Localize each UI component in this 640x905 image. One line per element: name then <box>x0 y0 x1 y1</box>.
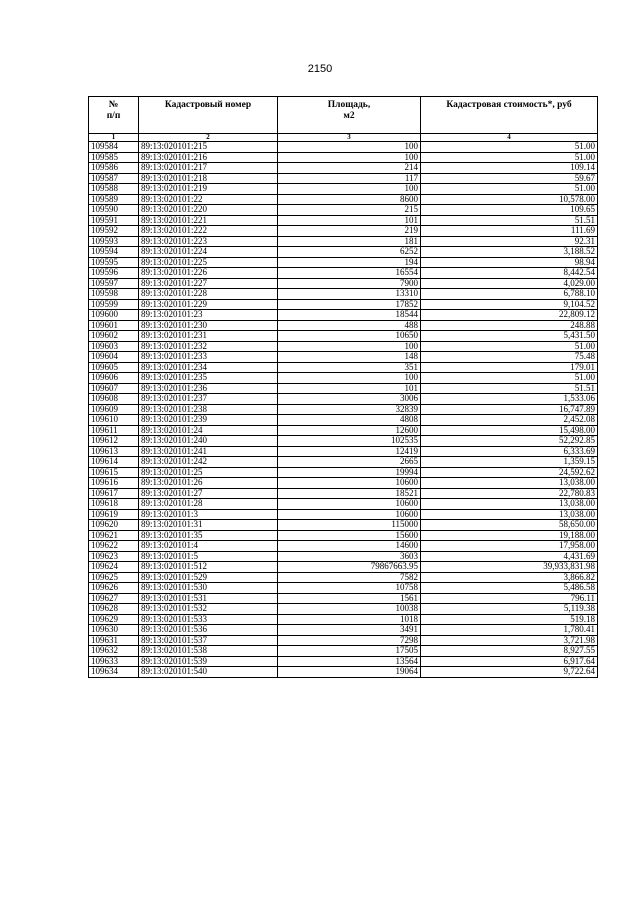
table-row <box>89 299 598 310</box>
cadastral-value-cell: 3,866.82 <box>421 572 598 583</box>
area-cell: 10758 <box>278 583 421 594</box>
cadastral-value-cell: 22,809.12 <box>421 310 598 321</box>
table-row <box>89 215 598 226</box>
cadastral-value-cell: 6,917.64 <box>421 656 598 667</box>
cadastral-value-cell: 59.67 <box>421 173 598 184</box>
cadastral-value-cell: 9,104.52 <box>421 299 598 310</box>
cadastral-value-cell: 17,958.00 <box>421 541 598 552</box>
table-row <box>89 142 598 153</box>
area-cell: 12419 <box>278 446 421 457</box>
cadastral-number-cell: 89:13:020101:219 <box>139 184 278 195</box>
area-cell: 100 <box>278 184 421 195</box>
cadastral-number-cell: 89:13:020101:228 <box>139 289 278 300</box>
cadastral-value-cell: 39,933,831.98 <box>421 562 598 573</box>
row-number-cell: 109607 <box>89 383 139 394</box>
row-number-cell: 109603 <box>89 341 139 352</box>
table-row <box>89 436 598 447</box>
column-number: 4 <box>421 134 598 142</box>
row-number-cell: 109598 <box>89 289 139 300</box>
cadastral-value-cell: 13,038.00 <box>421 478 598 489</box>
cadastral-number-cell: 89:13:020101:221 <box>139 215 278 226</box>
table-row <box>89 667 598 678</box>
row-number-cell: 109591 <box>89 215 139 226</box>
cadastral-number-cell: 89:13:020101:232 <box>139 341 278 352</box>
cadastral-number-cell: 89:13:020101:5 <box>139 551 278 562</box>
area-cell: 6252 <box>278 247 421 258</box>
table-row <box>89 509 598 520</box>
area-cell: 32839 <box>278 404 421 415</box>
table-row <box>89 257 598 268</box>
row-number-cell: 109594 <box>89 247 139 258</box>
area-cell: 7298 <box>278 635 421 646</box>
table-row <box>89 425 598 436</box>
table-header-row <box>89 97 598 134</box>
row-number-cell: 109584 <box>89 142 139 153</box>
table-row <box>89 173 598 184</box>
table-row <box>89 530 598 541</box>
row-number-cell: 109625 <box>89 572 139 583</box>
table-row <box>89 310 598 321</box>
area-cell: 7582 <box>278 572 421 583</box>
cadastral-number-cell: 89:13:020101:234 <box>139 362 278 373</box>
cadastral-number-cell: 89:13:020101:24 <box>139 425 278 436</box>
row-number-cell: 109632 <box>89 646 139 657</box>
cadastral-number-cell: 89:13:020101:241 <box>139 446 278 457</box>
row-number-cell: 109614 <box>89 457 139 468</box>
table-row <box>89 562 598 573</box>
cadastral-value-cell: 1,780.41 <box>421 625 598 636</box>
cadastral-value-cell: 3,188.52 <box>421 247 598 258</box>
cadastral-value-cell: 9,722.64 <box>421 667 598 678</box>
table-row <box>89 236 598 247</box>
cadastral-number-cell: 89:13:020101:512 <box>139 562 278 573</box>
cadastral-value-cell: 1,533.06 <box>421 394 598 405</box>
row-number-cell: 109586 <box>89 163 139 174</box>
cadastral-table <box>88 96 598 678</box>
area-cell: 10600 <box>278 478 421 489</box>
cadastral-value-cell: 6,788.10 <box>421 289 598 300</box>
cadastral-number-cell: 89:13:020101:231 <box>139 331 278 342</box>
cadastral-value-cell: 796.11 <box>421 593 598 604</box>
area-cell: 17852 <box>278 299 421 310</box>
row-number-cell: 109619 <box>89 509 139 520</box>
cadastral-number-cell: 89:13:020101:4 <box>139 541 278 552</box>
cadastral-number-cell: 89:13:020101:226 <box>139 268 278 279</box>
page-number: 2150 <box>307 63 333 75</box>
cadastral-value-cell: 109.14 <box>421 163 598 174</box>
cadastral-number-cell: 89:13:020101:23 <box>139 310 278 321</box>
header-cadastral-value: Кадастровая стоимость*, руб <box>421 97 598 134</box>
cadastral-value-cell: 51.00 <box>421 142 598 153</box>
cadastral-number-cell: 89:13:020101:233 <box>139 352 278 363</box>
row-number-cell: 109590 <box>89 205 139 216</box>
cadastral-value-cell: 109.65 <box>421 205 598 216</box>
header-cadastral-number: Кадастровый номер <box>139 97 278 134</box>
cadastral-value-cell: 13,038.00 <box>421 499 598 510</box>
table-row <box>89 383 598 394</box>
cadastral-number-cell: 89:13:020101:215 <box>139 142 278 153</box>
cadastral-number-cell: 89:13:020101:22 <box>139 194 278 205</box>
cadastral-number-cell: 89:13:020101:27 <box>139 488 278 499</box>
area-cell: 13310 <box>278 289 421 300</box>
table-row <box>89 184 598 195</box>
row-number-cell: 109627 <box>89 593 139 604</box>
table-row <box>89 247 598 258</box>
row-number-cell: 109633 <box>89 656 139 667</box>
cadastral-value-cell: 51.51 <box>421 215 598 226</box>
area-cell: 10038 <box>278 604 421 615</box>
table-row <box>89 362 598 373</box>
area-cell: 19064 <box>278 667 421 678</box>
cadastral-number-cell: 89:13:020101:25 <box>139 467 278 478</box>
cadastral-value-cell: 10,578.00 <box>421 194 598 205</box>
cadastral-number-cell: 89:13:020101:539 <box>139 656 278 667</box>
area-cell: 194 <box>278 257 421 268</box>
cadastral-value-cell: 51.00 <box>421 184 598 195</box>
cadastral-value-cell: 22,780.83 <box>421 488 598 499</box>
row-number-cell: 109592 <box>89 226 139 237</box>
cadastral-value-cell: 51.00 <box>421 341 598 352</box>
cadastral-number-cell: 89:13:020101:533 <box>139 614 278 625</box>
cadastral-value-cell: 6,333.69 <box>421 446 598 457</box>
cadastral-value-cell: 4,029.00 <box>421 278 598 289</box>
row-number-cell: 109604 <box>89 352 139 363</box>
row-number-cell: 109599 <box>89 299 139 310</box>
row-number-cell: 109620 <box>89 520 139 531</box>
column-number-row <box>89 134 598 142</box>
area-cell: 13564 <box>278 656 421 667</box>
area-cell: 15600 <box>278 530 421 541</box>
cadastral-value-cell: 58,650.00 <box>421 520 598 531</box>
cadastral-value-cell: 519.18 <box>421 614 598 625</box>
cadastral-number-cell: 89:13:020101:242 <box>139 457 278 468</box>
area-cell: 8600 <box>278 194 421 205</box>
area-cell: 14600 <box>278 541 421 552</box>
row-number-cell: 109606 <box>89 373 139 384</box>
cadastral-value-cell: 3,721.98 <box>421 635 598 646</box>
area-cell: 79867663.95 <box>278 562 421 573</box>
area-cell: 1018 <box>278 614 421 625</box>
table-row <box>89 352 598 363</box>
row-number-cell: 109609 <box>89 404 139 415</box>
row-number-cell: 109621 <box>89 530 139 541</box>
table-row <box>89 604 598 615</box>
area-cell: 100 <box>278 341 421 352</box>
header-area: Площадь, м2 <box>278 97 421 134</box>
row-number-cell: 109631 <box>89 635 139 646</box>
table-row <box>89 593 598 604</box>
table-row <box>89 404 598 415</box>
area-cell: 18544 <box>278 310 421 321</box>
row-number-cell: 109605 <box>89 362 139 373</box>
table-row <box>89 583 598 594</box>
cadastral-value-cell: 8,927.55 <box>421 646 598 657</box>
area-cell: 3491 <box>278 625 421 636</box>
cadastral-number-cell: 89:13:020101:537 <box>139 635 278 646</box>
row-number-cell: 109611 <box>89 425 139 436</box>
area-cell: 2665 <box>278 457 421 468</box>
cadastral-value-cell: 24,592.62 <box>421 467 598 478</box>
table-row <box>89 446 598 457</box>
cadastral-value-cell: 51.00 <box>421 152 598 163</box>
header-row-number: № п/п <box>89 97 139 134</box>
table-row <box>89 394 598 405</box>
column-number: 3 <box>278 134 421 142</box>
area-cell: 148 <box>278 352 421 363</box>
row-number-cell: 109630 <box>89 625 139 636</box>
cadastral-value-cell: 75.48 <box>421 352 598 363</box>
row-number-cell: 109587 <box>89 173 139 184</box>
table-row <box>89 656 598 667</box>
cadastral-value-cell: 15,498.00 <box>421 425 598 436</box>
table-row <box>89 341 598 352</box>
row-number-cell: 109616 <box>89 478 139 489</box>
cadastral-number-cell: 89:13:020101:229 <box>139 299 278 310</box>
area-cell: 16554 <box>278 268 421 279</box>
cadastral-number-cell: 89:13:020101:216 <box>139 152 278 163</box>
cadastral-value-cell: 5,119.38 <box>421 604 598 615</box>
cadastral-value-cell: 51.51 <box>421 383 598 394</box>
cadastral-value-cell: 51.00 <box>421 373 598 384</box>
table-row <box>89 152 598 163</box>
cadastral-number-cell: 89:13:020101:540 <box>139 667 278 678</box>
cadastral-number-cell: 89:13:020101:531 <box>139 593 278 604</box>
table-row <box>89 499 598 510</box>
row-number-cell: 109612 <box>89 436 139 447</box>
cadastral-value-cell: 4,431.69 <box>421 551 598 562</box>
table-row <box>89 331 598 342</box>
area-cell: 12600 <box>278 425 421 436</box>
row-number-cell: 109629 <box>89 614 139 625</box>
table-row <box>89 488 598 499</box>
table-row <box>89 289 598 300</box>
table-row <box>89 467 598 478</box>
area-cell: 100 <box>278 152 421 163</box>
area-cell: 117 <box>278 173 421 184</box>
row-number-cell: 109613 <box>89 446 139 457</box>
table-row <box>89 614 598 625</box>
row-number-cell: 109618 <box>89 499 139 510</box>
column-number: 1 <box>89 134 139 142</box>
cadastral-value-cell: 248.88 <box>421 320 598 331</box>
area-cell: 215 <box>278 205 421 216</box>
table-row <box>89 646 598 657</box>
area-cell: 101 <box>278 215 421 226</box>
table-row <box>89 268 598 279</box>
table-row <box>89 226 598 237</box>
cadastral-value-cell: 98.94 <box>421 257 598 268</box>
cadastral-value-cell: 52,292.85 <box>421 436 598 447</box>
area-cell: 181 <box>278 236 421 247</box>
area-cell: 1561 <box>278 593 421 604</box>
area-cell: 214 <box>278 163 421 174</box>
row-number-cell: 109628 <box>89 604 139 615</box>
area-cell: 100 <box>278 373 421 384</box>
area-cell: 17505 <box>278 646 421 657</box>
table-row <box>89 520 598 531</box>
cadastral-value-cell: 19,188.00 <box>421 530 598 541</box>
area-cell: 351 <box>278 362 421 373</box>
cadastral-number-cell: 89:13:020101:227 <box>139 278 278 289</box>
cadastral-number-cell: 89:13:020101:236 <box>139 383 278 394</box>
row-number-cell: 109600 <box>89 310 139 321</box>
cadastral-number-cell: 89:13:020101:240 <box>139 436 278 447</box>
table-row <box>89 373 598 384</box>
row-number-cell: 109610 <box>89 415 139 426</box>
table-row <box>89 205 598 216</box>
row-number-cell: 109596 <box>89 268 139 279</box>
cadastral-number-cell: 89:13:020101:237 <box>139 394 278 405</box>
row-number-cell: 109623 <box>89 551 139 562</box>
row-number-cell: 109595 <box>89 257 139 268</box>
table-row <box>89 572 598 583</box>
area-cell: 19994 <box>278 467 421 478</box>
area-cell: 3006 <box>278 394 421 405</box>
area-cell: 18521 <box>278 488 421 499</box>
cadastral-value-cell: 179.01 <box>421 362 598 373</box>
row-number-cell: 109608 <box>89 394 139 405</box>
area-cell: 102535 <box>278 436 421 447</box>
table-row <box>89 194 598 205</box>
cadastral-value-cell: 1,359.15 <box>421 457 598 468</box>
row-number-cell: 109622 <box>89 541 139 552</box>
row-number-cell: 109602 <box>89 331 139 342</box>
cadastral-number-cell: 89:13:020101:26 <box>139 478 278 489</box>
cadastral-value-cell: 8,442.54 <box>421 268 598 279</box>
table-row <box>89 457 598 468</box>
row-number-cell: 109589 <box>89 194 139 205</box>
cadastral-number-cell: 89:13:020101:225 <box>139 257 278 268</box>
cadastral-value-cell: 2,452.08 <box>421 415 598 426</box>
table-row <box>89 541 598 552</box>
row-number-cell: 109617 <box>89 488 139 499</box>
table-row <box>89 415 598 426</box>
cadastral-number-cell: 89:13:020101:3 <box>139 509 278 520</box>
cadastral-number-cell: 89:13:020101:223 <box>139 236 278 247</box>
table-row <box>89 635 598 646</box>
area-cell: 7900 <box>278 278 421 289</box>
area-cell: 10600 <box>278 509 421 520</box>
cadastral-number-cell: 89:13:020101:35 <box>139 530 278 541</box>
table-row <box>89 320 598 331</box>
area-cell: 101 <box>278 383 421 394</box>
cadastral-number-cell: 89:13:020101:538 <box>139 646 278 657</box>
cadastral-number-cell: 89:13:020101:532 <box>139 604 278 615</box>
cadastral-value-cell: 13,038.00 <box>421 509 598 520</box>
row-number-cell: 109585 <box>89 152 139 163</box>
row-number-cell: 109624 <box>89 562 139 573</box>
row-number-cell: 109597 <box>89 278 139 289</box>
cadastral-number-cell: 89:13:020101:530 <box>139 583 278 594</box>
area-cell: 488 <box>278 320 421 331</box>
cadastral-number-cell: 89:13:020101:238 <box>139 404 278 415</box>
area-cell: 4808 <box>278 415 421 426</box>
column-number: 2 <box>139 134 278 142</box>
area-cell: 10600 <box>278 499 421 510</box>
cadastral-value-cell: 111.69 <box>421 226 598 237</box>
area-cell: 10650 <box>278 331 421 342</box>
table-row <box>89 163 598 174</box>
cadastral-value-cell: 92.31 <box>421 236 598 247</box>
cadastral-number-cell: 89:13:020101:529 <box>139 572 278 583</box>
cadastral-value-cell: 5,431.50 <box>421 331 598 342</box>
cadastral-number-cell: 89:13:020101:222 <box>139 226 278 237</box>
row-number-cell: 109588 <box>89 184 139 195</box>
area-cell: 219 <box>278 226 421 237</box>
table-row <box>89 551 598 562</box>
row-number-cell: 109634 <box>89 667 139 678</box>
cadastral-number-cell: 89:13:020101:235 <box>139 373 278 384</box>
cadastral-number-cell: 89:13:020101:536 <box>139 625 278 636</box>
row-number-cell: 109593 <box>89 236 139 247</box>
cadastral-number-cell: 89:13:020101:218 <box>139 173 278 184</box>
row-number-cell: 109601 <box>89 320 139 331</box>
row-number-cell: 109626 <box>89 583 139 594</box>
table-row <box>89 278 598 289</box>
area-cell: 100 <box>278 142 421 153</box>
cadastral-number-cell: 89:13:020101:220 <box>139 205 278 216</box>
area-cell: 115000 <box>278 520 421 531</box>
cadastral-number-cell: 89:13:020101:217 <box>139 163 278 174</box>
cadastral-value-cell: 16,747.89 <box>421 404 598 415</box>
cadastral-number-cell: 89:13:020101:28 <box>139 499 278 510</box>
cadastral-number-cell: 89:13:020101:31 <box>139 520 278 531</box>
cadastral-number-cell: 89:13:020101:230 <box>139 320 278 331</box>
table-row <box>89 478 598 489</box>
area-cell: 3603 <box>278 551 421 562</box>
cadastral-value-cell: 5,486.58 <box>421 583 598 594</box>
table-row <box>89 625 598 636</box>
cadastral-number-cell: 89:13:020101:239 <box>139 415 278 426</box>
row-number-cell: 109615 <box>89 467 139 478</box>
cadastral-number-cell: 89:13:020101:224 <box>139 247 278 258</box>
